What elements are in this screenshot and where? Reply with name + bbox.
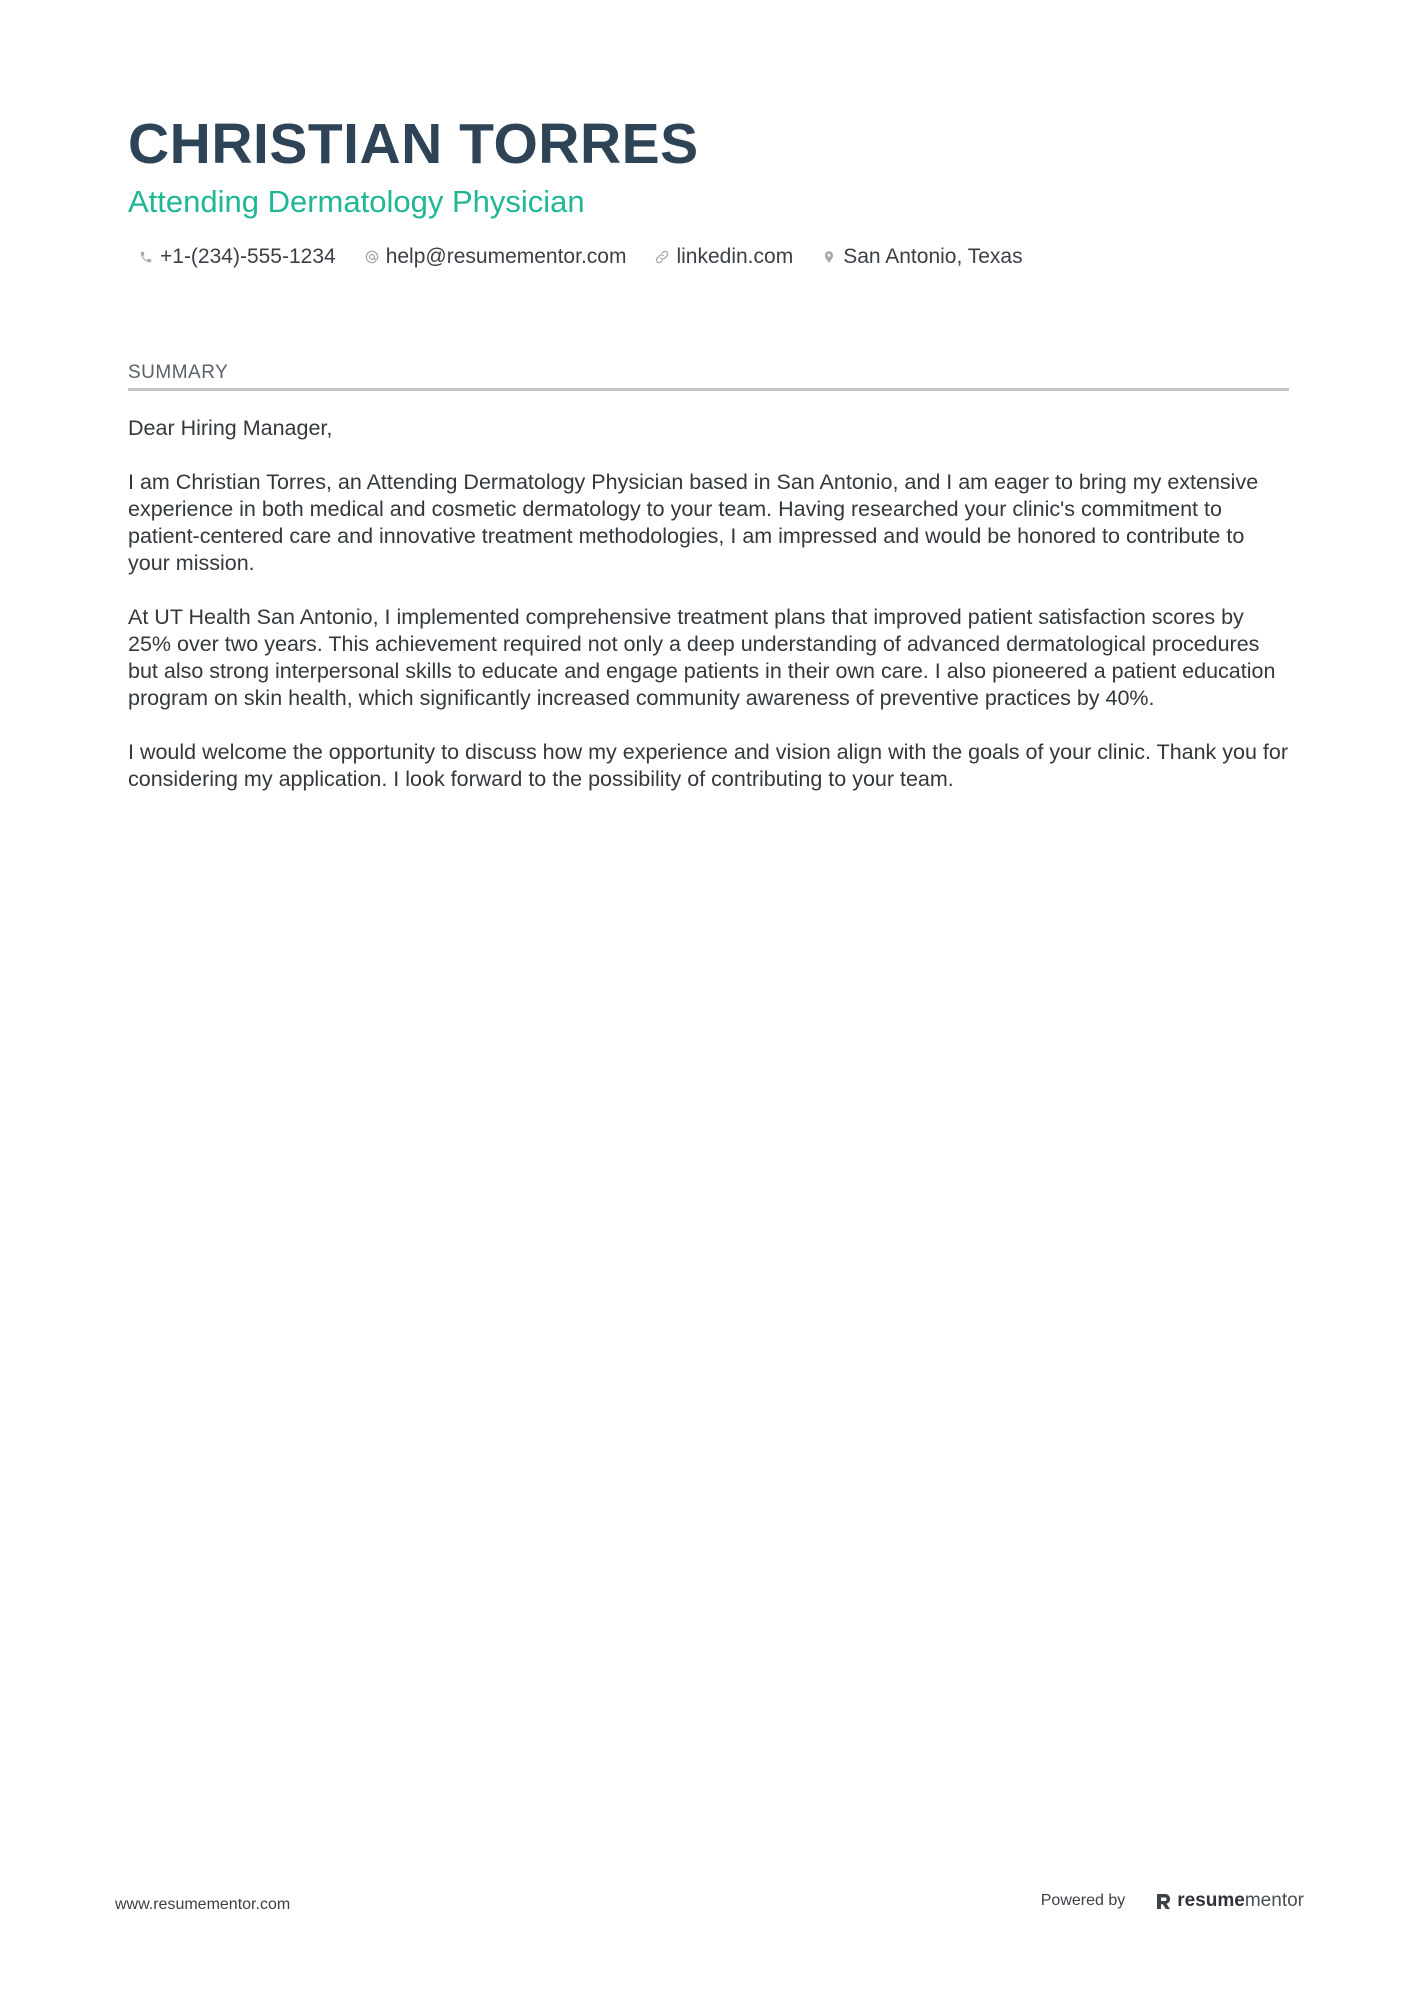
brand-logo[interactable]: [1155, 1890, 1304, 1912]
powered-by-label: Powered by: [1040, 1892, 1126, 1909]
contact-row: [128, 242, 1288, 272]
paragraph-closing: I would welcome the opportunity to discuss how my experience and vision align with the goals of your clinic. Thank you for considering my application. I look forward to the possibility of contributing to your team.: [128, 740, 1289, 791]
map-pin-icon: [819, 247, 839, 267]
paragraph-intro: I am Christian Torres, an Attending Dermatology Physician based in San Antonio, and I am eager to bring my extensive experience in both medical and cosmetic dermatology to your team. Having researched your clinic's commitment to patient-centered care and innovative treatment methodologies, I am impressed and would be honored to contribute to your mission.: [128, 470, 1259, 575]
brand-text-mentor: mentor: [1244, 1890, 1304, 1911]
job-title: Attending Dermatology Physician: [128, 184, 585, 219]
linkedin-text[interactable]: linkedin.com: [676, 245, 794, 268]
link-icon: [652, 247, 672, 267]
contact-phone: [136, 245, 336, 269]
contact-email[interactable]: [362, 245, 627, 269]
contact-location: [819, 245, 1022, 269]
paragraph-experience: At UT Health San Antonio, I implemented comprehensive treatment plans that improved patient satisfaction scores by 25% over two years. This achievement required not only a deep understanding of advanced dermatological procedures but also strong interpersonal skills to educate and engage patients in their own care. I also pioneered a patient education program on skin health, which significantly increased community awareness of preventive practices by 40%.: [128, 605, 1276, 710]
phone-text: +1-(234)-555-1234: [160, 245, 336, 268]
candidate-name: CHRISTIAN TORRES: [128, 112, 699, 176]
location-text: San Antonio, Texas: [843, 245, 1023, 268]
cover-letter-body: [128, 415, 1289, 793]
brand-text-resume: resume: [1177, 1890, 1245, 1911]
header: [128, 108, 1288, 272]
summary-section: [128, 362, 1289, 820]
greeting: Dear Hiring Manager,: [128, 416, 333, 440]
footer-branding: [1041, 1890, 1304, 1912]
phone-icon: [136, 247, 156, 267]
section-heading-summary: SUMMARY: [128, 362, 1289, 391]
at-sign-icon: [362, 247, 382, 267]
footer-website[interactable]: www.resumementor.com: [115, 1896, 291, 1913]
resumementor-logo-icon: [1155, 1891, 1173, 1911]
email-text[interactable]: help@resumementor.com: [385, 245, 627, 268]
contact-linkedin[interactable]: [652, 245, 793, 269]
